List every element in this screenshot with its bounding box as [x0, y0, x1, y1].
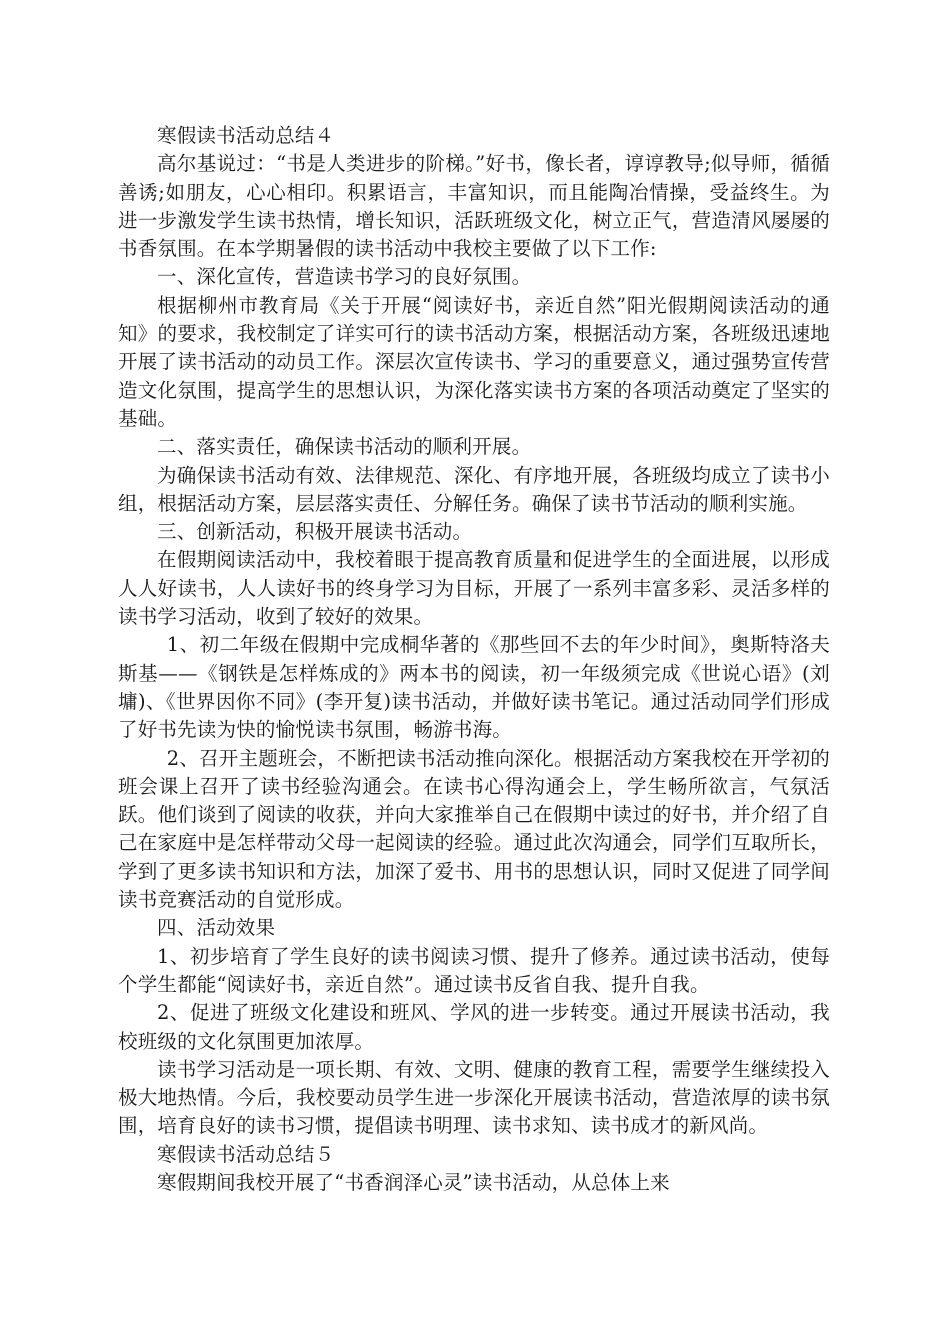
section-heading: 三、创新活动，积极开展读书活动。 — [157, 520, 473, 544]
paragraph: 2、召开主题班会，不断把读书活动推向深化。根据活动方案我校在开学初的班会课上召开了读书经验沟通会。在读书心得沟通会上，学生畅所欲言，气氛活跃。他们谈到了阅读的收获，并向大家推举自己在假期中读过的好书，并介绍了自己在家庭中是怎样带动父母一起阅读的经验。通过此次沟通会，同学们互取所长，学到了更多读书知识和方法，加深了爱书、用书的思想认识，同时又促进了同学间读书竞赛活动的自觉形成。 — [118, 746, 830, 912]
paragraph: 1、初二年级在假期中完成桐华著的《那些回不去的年少时间》，奥斯特洛夫斯基——《钢铁是怎样炼成的》两本书的阅读，初一年级须完成《世说心语》(刘墉)、《世界因你不同》(李开复)读书活动，并做好读书笔记。通过活动同学们形成了好书先读为快的愉悦读书氛围，畅游书海。 — [118, 633, 830, 742]
paragraph: 高尔基说过：“书是人类进步的阶梯。”好书，像长者，谆谆教导;似导师，循循善诱;如朋友，心心相印。积累语言，丰富知识，而且能陶冶情操，受益终生。为进一步激发学生读书热情，增长知识，活跃班级文化，树立正气，营造清风屡屡的书香氛围。在本学期暑假的读书活动中我校主要做了以下工作: — [118, 152, 830, 261]
section-heading: 寒假读书活动总结４ — [157, 124, 335, 147]
section-heading: 一、深化宣传，营造读书学习的良好氛围。 — [157, 265, 532, 289]
paragraph: 1、初步培育了学生良好的读书阅读习惯、提升了修养。通过读书活动，使每个学生都能“阅读好书，亲近自然”。通过读书反省自我、提升自我。 — [118, 944, 830, 996]
paragraph: 在假期阅读活动中，我校着眼于提高教育质量和促进学生的全面进展，以形成人人好读书，人人读好书的终身学习为目标，开展了一系列丰富多彩、灵活多样的读书学习活动，收到了较好的效果。 — [118, 548, 830, 629]
paragraph: 寒假期间我校开展了“书香润泽心灵”读书活动，从总体上来 — [157, 1170, 670, 1194]
paragraph: 2、促进了班级文化建设和班风、学风的进一步转变。通过开展读书活动，我校班级的文化氛围更加浓厚。 — [118, 1001, 830, 1053]
section-heading: 四、活动效果 — [157, 916, 276, 940]
document-body — [118, 122, 830, 1197]
section-heading: 寒假读书活动总结５ — [157, 1142, 335, 1166]
paragraph: 为确保读书活动有效、法律规范、深化、有序地开展，各班级均成立了读书小组，根据活动方案，层层落实责任、分解任务。确保了读书节活动的顺利实施。 — [118, 463, 830, 515]
paragraph: 读书学习活动是一项长期、有效、文明、健康的教育工程，需要学生继续投入极大地热情。今后，我校要动员学生进一步深化开展读书活动，营造浓厚的读书氛围，培育良好的读书习惯，提倡读书明理、读书求知、读书成才的新风尚。 — [118, 1057, 830, 1138]
section-heading: 二、落实责任，确保读书活动的顺利开展。 — [157, 435, 532, 459]
paragraph: 根据柳州市教育局《关于开展“阅读好书，亲近自然”阳光假期阅读活动的通知》的要求，我校制定了详实可行的读书活动方案，根据活动方案，各班级迅速地开展了读书活动的动员工作。深层次宣传读书、学习的重要意义，通过强势宣传营造文化氛围，提高学生的思想认识，为深化落实读书方案的各项活动奠定了坚实的基础。 — [118, 293, 830, 430]
